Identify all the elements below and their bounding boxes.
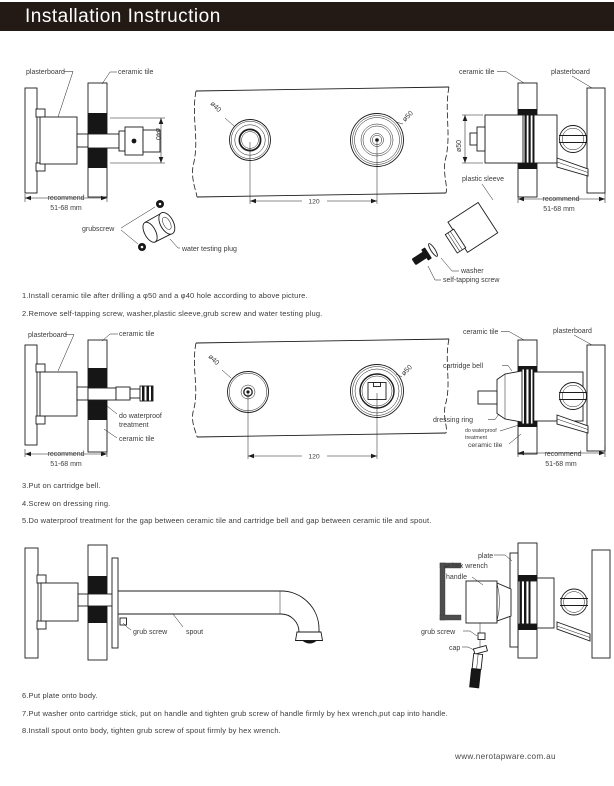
recommend-label: recommend	[544, 451, 582, 458]
handle-label: handle	[446, 574, 468, 581]
do-waterproof-label: do waterproof	[465, 428, 497, 434]
diagram-valve-in-wall-front	[25, 69, 165, 212]
plasterboard-label: plasterboard	[553, 328, 592, 335]
dim-120-label: 120	[308, 198, 320, 206]
ceramic-tile-label-2: ceramic tile	[468, 442, 503, 449]
recommend-label: recommend	[542, 196, 580, 203]
grubscrew-label: grubscrew	[82, 226, 115, 233]
spout-label: spout	[186, 629, 204, 636]
diagram-tile-face-holes	[193, 87, 449, 206]
plasterboard-label: plasterboard	[28, 332, 67, 339]
recommend-range-label: 51-68 mm	[545, 461, 577, 468]
header-bar	[0, 2, 614, 31]
figure-row-2-cartridge-bell	[0, 322, 614, 480]
diagram-waterproof-front	[25, 331, 162, 468]
dim-dia40-label: ø40	[206, 353, 221, 367]
diagram-tile-face-cartridge	[193, 339, 449, 461]
water-testing-plug-label: water testing plug	[182, 246, 237, 253]
ceramic-tile-label-2: ceramic tile	[119, 436, 155, 443]
steps-group-3	[22, 687, 602, 740]
page-title: Installation Instruction	[25, 6, 221, 27]
steps-group-1	[22, 287, 602, 322]
do-waterproof-label: do waterproof	[119, 413, 162, 420]
website-url: www.nerotapware.com.au	[455, 752, 556, 761]
diagram-cartridge-bell-back	[433, 328, 605, 468]
dim-dia50-label: ø50	[456, 139, 463, 152]
plate-label: plate	[478, 553, 494, 560]
step-7: 7.Put washer onto cartridge stick, put on handle and tighten grub screw of handle firmly by hex wrench,put cap into handle.	[22, 708, 448, 718]
dim-dia50-label: ø50	[401, 109, 415, 124]
plasterboard-label: plasterboard	[551, 69, 590, 76]
grub-screw-label: grub screw	[421, 629, 456, 636]
dim-120-label: 120	[308, 453, 320, 461]
recommend-label: recommend	[47, 195, 85, 202]
step-5: 5.Do waterproof treatment for the gap between ceramic tile and cartridge bell and gap between ceramic tile and spout.	[22, 516, 432, 525]
diagram-handle-assembly	[421, 543, 610, 688]
recommend-range-label: 51-68 mm	[50, 205, 82, 212]
dressing-ring-label: dressing ring	[433, 417, 474, 424]
step-4: 4.Screw on dressing ring.	[22, 498, 111, 508]
hex-wrench-label: hex wrench	[452, 563, 488, 570]
steps-group-2	[22, 477, 602, 530]
dim-dia40-label: ø40	[154, 128, 161, 141]
recommend-range-label: 51-68 mm	[50, 461, 82, 468]
step-8: 8.Install spout onto body, tighten grub screw of spout firmly by hex wrench.	[22, 726, 281, 735]
plastic-sleeve-label: plastic sleeve	[462, 176, 505, 183]
plasterboard-label: plasterboard	[26, 69, 65, 76]
cap-label: cap	[449, 645, 461, 652]
cartridge-bell-label: cartridge bell	[443, 363, 484, 370]
dim-dia50-label: ø50	[400, 363, 414, 378]
diagram-valve-in-wall-back	[410, 69, 605, 284]
step-3: 3.Put on cartridge bell.	[22, 481, 101, 490]
ceramic-tile-label: ceramic tile	[459, 69, 495, 76]
treatment-label: treatment	[119, 422, 149, 429]
figure-row-1-drilling	[0, 40, 614, 290]
recommend-label: recommend	[47, 451, 85, 458]
ceramic-tile-label: ceramic tile	[119, 331, 155, 338]
ceramic-tile-label: ceramic tile	[463, 329, 499, 336]
washer-label: washer	[461, 268, 484, 275]
dim-dia40-label: ø40	[208, 100, 223, 114]
self-tapping-screw-label: self-tapping screw	[443, 277, 500, 284]
step-1: 1.Install ceramic tile after drilling a φ50 and a φ40 hole according to above picture.	[22, 291, 308, 300]
step-6: 6.Put plate onto body.	[22, 691, 98, 700]
figure-row-3-spout-handle	[0, 538, 614, 690]
ceramic-tile-label: ceramic tile	[118, 69, 154, 76]
grub-screw-label: grub screw	[133, 629, 168, 636]
diagram-water-testing-plug	[82, 200, 237, 253]
diagram-spout-installed	[25, 545, 323, 660]
step-2: 2.Remove self-tapping screw, washer,plastic sleeve,grub screw and water testing plug.	[22, 308, 323, 318]
treatment-label: treatment	[465, 435, 487, 441]
recommend-range-label: 51-68 mm	[543, 206, 575, 213]
